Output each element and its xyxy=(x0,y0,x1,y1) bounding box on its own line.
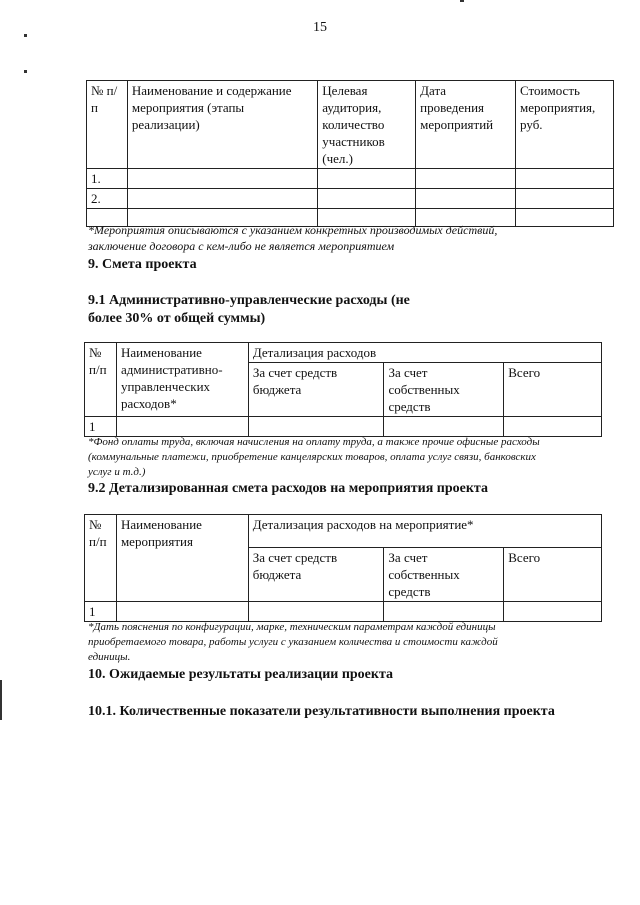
row-number: 1 xyxy=(85,602,117,622)
column-header: Наименование и содержание мероприятия (этапы реализации) xyxy=(127,81,317,169)
table-header-row xyxy=(87,81,614,169)
scan-mark xyxy=(0,680,2,720)
column-header: Наименование мероприятия xyxy=(116,515,248,602)
group-header: Детализация расходов xyxy=(248,343,601,363)
group-header: Детализация расходов на мероприятие* xyxy=(248,515,601,548)
events-table xyxy=(86,80,614,227)
page-number: 15 xyxy=(313,20,327,35)
table-header-row xyxy=(85,515,602,548)
section-9-2-heading: 9.2 Детализированная смета расходов на мероприятия проекта xyxy=(88,481,488,496)
section-9-1-heading: 9.1 Административно-управленческие расходы (не более 30% от общей суммы) xyxy=(88,293,410,326)
column-header: За счет собственных средств xyxy=(384,363,504,417)
admin-expenses-table xyxy=(84,342,602,437)
column-header: № п/п xyxy=(85,515,117,602)
table-row xyxy=(87,169,614,189)
row-number: 1 xyxy=(85,417,117,437)
column-header: Дата проведения мероприятий xyxy=(416,81,516,169)
footnote-event-costs: *Дать пояснения по конфигурации, марке, техническим параметрам каждой единицы приобретаемого товара, работы услуги с указанием количества и стоимости каждой единицы. xyxy=(88,621,498,663)
column-header: За счет средств бюджета xyxy=(248,363,384,417)
column-header: Целевая аудитория, количество участников (чел.) xyxy=(318,81,416,169)
table-row xyxy=(85,602,602,622)
column-header: Всего xyxy=(504,363,602,417)
scan-mark xyxy=(24,70,27,73)
column-header: За счет собственных средств xyxy=(384,548,504,602)
section-10-heading: 10. Ожидаемые результаты реализации проекта xyxy=(88,667,394,682)
event-costs-table xyxy=(84,514,602,622)
row-number: 2. xyxy=(87,189,128,209)
scan-mark xyxy=(460,0,464,2)
column-header: Наименование административно-управленческих расходов* xyxy=(116,343,248,417)
column-header: Стоимость мероприятия, руб. xyxy=(516,81,614,169)
column-header: За счет средств бюджета xyxy=(248,548,384,602)
column-header: Всего xyxy=(504,548,602,602)
column-header: № п/п xyxy=(85,343,117,417)
row-number: 1. xyxy=(87,169,128,189)
table-row xyxy=(87,189,614,209)
section-9-heading: 9. Смета проекта xyxy=(88,257,197,272)
table-header-row xyxy=(85,343,602,363)
footnote-admin-expenses: *Фонд оплаты труда, включая начисления на оплату труда, а также прочие офисные расходы (коммунальные платежи, приобретение канцелярских товаров, оплата услуг связи, банковских услуг и т.д.) xyxy=(88,436,540,478)
column-header: № п/п xyxy=(87,81,128,169)
table-row xyxy=(85,417,602,437)
section-10-1-heading: 10.1. Количественные показатели результативности выполнения проекта xyxy=(88,704,555,719)
footnote-events: *Мероприятия описываются с указанием конкретных производимых действий, заключение договора с кем-либо не является мероприятием xyxy=(88,223,498,253)
